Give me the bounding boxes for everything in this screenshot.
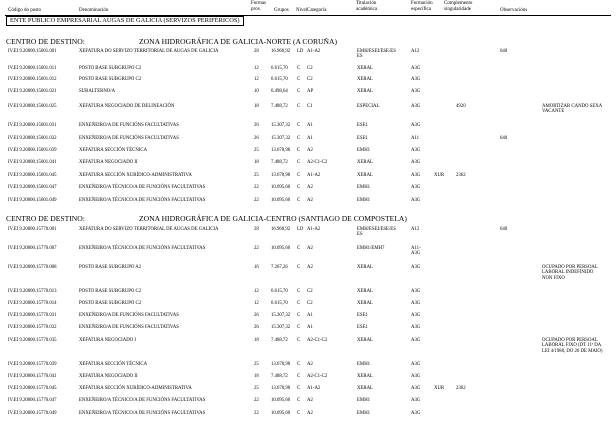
cell-form: A3G	[411, 198, 421, 203]
cell-den: ENXEÑEIRO/A TÉCNICO/A DE FUNCIÓNS FACULTATIVAS	[79, 398, 206, 403]
cell-code: IV.EI 9.20000.15001.021	[8, 89, 57, 94]
cell-comp: XUR	[434, 173, 445, 178]
cell-lvl: LD	[297, 49, 304, 54]
cell-form: A3G	[411, 160, 421, 165]
cell-form: A3G	[411, 398, 421, 403]
section-heading	[6, 37, 338, 46]
cell-prov: 12	[254, 301, 259, 306]
cell-den: ENXEÑEIRO/A DE FUNCIÓNS FACULTATIVAS	[79, 325, 179, 330]
cell-form: A11- A3G	[411, 246, 421, 257]
cell-code: IV.EI 9.20000.15770.013	[8, 289, 57, 294]
cell-prov: 18	[254, 338, 259, 343]
cell-lvl: C	[297, 89, 301, 94]
cell-lvl: C	[297, 313, 301, 318]
cell-tit: EMH/ESEI/ESE/ES ES	[357, 49, 396, 60]
cell-cat: AP	[307, 89, 314, 94]
cell-tit: XERAL	[357, 289, 373, 294]
cell-form: A3G	[411, 265, 421, 270]
cell-form: A3G	[411, 386, 421, 391]
cell-grp: 13.678,98	[271, 148, 291, 153]
cell-prov: 16	[254, 265, 259, 270]
cell-grp: 10.095,60	[271, 185, 291, 190]
header-complemento: Complemento singularidade	[444, 1, 473, 12]
cell-den: ENXEÑEIRO/A DE FUNCIÓNS FACULTATIVAS	[79, 313, 179, 318]
cell-code: IV.EI 9.20000.15770.049	[8, 411, 57, 416]
header-categoria: Categoría	[307, 8, 327, 13]
header-titulacion: Titulación académica	[356, 1, 378, 12]
cell-tit: XERAL	[357, 301, 373, 306]
cell-prov: 12	[254, 66, 259, 71]
cell-lvl: C	[297, 289, 301, 294]
cell-den: SUBALTERNO/A	[79, 89, 116, 94]
cell-prov: 12	[254, 289, 259, 294]
cell-form: A3G	[411, 185, 421, 190]
cell-tit: EMH1	[357, 398, 371, 403]
cell-cat: A2	[307, 362, 313, 367]
cell-den: POSTO BASE SUBGRUPO A2	[79, 265, 142, 270]
cell-lvl: LD	[297, 227, 304, 232]
cell-cat: A1-A2	[307, 173, 321, 178]
cell-code: IV.EI 9.20000.15001.049	[8, 198, 57, 203]
cell-grp: 13.678,98	[271, 173, 291, 178]
cell-grp: 7.267,26	[271, 265, 288, 270]
cell-tit: ESE1	[357, 325, 368, 330]
cell-prov: 22	[254, 398, 259, 403]
cell-form: A3G	[411, 362, 421, 367]
cell-den: ENXEÑEIRO/A TÉCNICO/A DE FUNCIÓNS FACULTATIVAS	[79, 411, 206, 416]
cell-code: IV.EI 9.20000.15770.035	[8, 338, 57, 343]
cell-compval: 2362	[456, 173, 466, 178]
cell-cat: A1	[307, 325, 313, 330]
cell-form: A3G	[411, 66, 421, 71]
cell-lvl: C	[297, 386, 301, 391]
cell-lvl: C	[297, 148, 301, 153]
cell-cat: C2	[307, 66, 313, 71]
cell-cat: A2	[307, 185, 313, 190]
cell-obs2: OCUPADO POR PERSOAL LABORAL FIXO (DT 11ª DA LEI 4/1988, DO 26 DE MAIO)	[542, 338, 603, 354]
cell-compval: 2362	[456, 386, 466, 391]
cell-den: ENXEÑEIRO/A TÉCNICO/A DE FUNCIÓNS FACULTATIVAS	[79, 246, 206, 251]
cell-obs2: AMORTIZAR CANDO SEXA VACANTE	[542, 104, 603, 115]
cell-cat: A2	[307, 265, 313, 270]
cell-lvl: C	[297, 173, 301, 178]
header-formacion: Formación específica	[411, 1, 433, 12]
cell-grp: 15.307,32	[271, 123, 291, 128]
cell-cat: A2	[307, 398, 313, 403]
cell-den: XEFATURA NEGOCIADO DE DELINEACIÓN	[79, 104, 175, 109]
cell-den: XEFATURA NEGOCIADO II	[79, 374, 138, 379]
header-grupos: Grupos	[274, 8, 289, 13]
cell-den: POSTO BASE SUBGRUPO C2	[79, 77, 142, 82]
cell-obs: 640	[500, 227, 508, 232]
cell-grp: 7.488,72	[271, 104, 288, 109]
cell-form: A3G	[411, 148, 421, 153]
cell-cat: A1	[307, 123, 313, 128]
cell-prov: 26	[254, 136, 259, 141]
cell-lvl: C	[297, 374, 301, 379]
cell-tit: EMH1/EMH7	[357, 246, 385, 251]
cell-grp: 15.307,32	[271, 325, 291, 330]
cell-grp: 16.960,92	[271, 49, 291, 54]
cell-grp: 10.095,60	[271, 246, 291, 251]
cell-lvl: C	[297, 325, 301, 330]
cell-den: XEFATURA SECCIÓN XURÍDICO-ADMINISTRATIVA	[79, 173, 192, 178]
cell-tit: EMH1	[357, 411, 371, 416]
cell-lvl: C	[297, 265, 301, 270]
cell-prov: 26	[254, 325, 259, 330]
cell-grp: 15.307,32	[271, 136, 291, 141]
cell-grp: 10.095,60	[271, 398, 291, 403]
cell-prov: 28	[254, 227, 259, 232]
cell-code: IV.EI 9.20000.15770.039	[8, 362, 57, 367]
cell-code: IV.EI 9.20000.15001.032	[8, 136, 57, 141]
cell-code: IV.EI 9.20000.15001.011	[8, 66, 57, 71]
cell-grp: 6.615,70	[271, 77, 288, 82]
cell-grp: 10.095,60	[271, 411, 291, 416]
cell-cat: C2	[307, 301, 313, 306]
cell-code: IV.EI 9.20000.15770.045	[8, 386, 57, 391]
cell-form: A3G	[411, 411, 421, 416]
cell-grp: 7.488,72	[271, 160, 288, 165]
cell-prov: 10	[254, 89, 259, 94]
cell-prov: 25	[254, 362, 259, 367]
cell-tit: ESE1	[357, 136, 368, 141]
cell-lvl: C	[297, 301, 301, 306]
cell-obs2: OCUPADO POR PERSOAL LABORAL INDEFINIDO NON FIXO	[542, 265, 598, 281]
cell-cat: A2	[307, 198, 313, 203]
cell-cat: A1	[307, 313, 313, 318]
cell-form: A3G	[411, 313, 421, 318]
section-label: CENTRO DE DESTINO:	[6, 214, 85, 223]
cell-cat: A2	[307, 246, 313, 251]
cell-tit: EMH1	[357, 362, 371, 367]
cell-prov: 28	[254, 49, 259, 54]
cell-comp: XUR	[434, 386, 445, 391]
cell-lvl: C	[297, 136, 301, 141]
cell-tit: XERAL	[357, 160, 373, 165]
cell-tit: ESE1	[357, 313, 368, 318]
cell-compval: 4920	[456, 104, 466, 109]
cell-grp: 16.960,92	[271, 227, 291, 232]
cell-code: IV.EI 9.20000.15001.045	[8, 173, 57, 178]
cell-prov: 18	[254, 104, 259, 109]
cell-code: IV.EI 9.20000.15001.039	[8, 148, 57, 153]
cell-code: IV.EI 9.20000.15001.047	[8, 185, 57, 190]
cell-obs: 640	[500, 136, 508, 141]
cell-grp: 10.095,60	[271, 198, 291, 203]
cell-lvl: C	[297, 411, 301, 416]
cell-code: IV.EI 9.20000.15001.025	[8, 104, 57, 109]
cell-den: ENXEÑEIRO/A DE FUNCIÓNS FACULTATIVAS	[79, 123, 179, 128]
cell-grp: 6.615,70	[271, 301, 288, 306]
cell-lvl: C	[297, 398, 301, 403]
cell-prov: 25	[254, 386, 259, 391]
ente-title: ENTE PÚBLICO EMPRESARIAL AUGAS DE GALICIA (SERVIZOS PERIFÉRICOS)	[6, 16, 244, 26]
cell-code: IV.EI 9.20000.15770.014	[8, 301, 57, 306]
cell-tit: XERAL	[357, 338, 373, 343]
cell-tit: ESPECIAL	[357, 104, 380, 109]
cell-den: ENXEÑEIRO/A TÉCNICO/A DE FUNCIÓNS FACULTATIVAS	[79, 185, 206, 190]
cell-form: A3G	[411, 89, 421, 94]
cell-cat: C1	[307, 104, 313, 109]
cell-form: A12	[411, 227, 420, 232]
header-nivel: Nivel	[296, 8, 308, 13]
cell-form: A3G	[411, 173, 421, 178]
section-zone: ZONA HIDROGRÁFICA DE GALICIA-NORTE (A CORUÑA)	[139, 37, 338, 46]
cell-tit: XERAL	[357, 66, 373, 71]
cell-den: XEFATURA SECCIÓN TÉCNICA	[79, 362, 148, 367]
cell-code: IV.EI 9.20000.15770.007	[8, 246, 57, 251]
header-denominacion: Denominación	[79, 8, 109, 13]
cell-lvl: C	[297, 66, 301, 71]
cell-tit: EMH1	[357, 148, 371, 153]
cell-code: IV.EI 9.20000.15770.001	[8, 227, 57, 232]
cell-prov: 22	[254, 198, 259, 203]
cell-lvl: C	[297, 185, 301, 190]
cell-lvl: C	[297, 246, 301, 251]
cell-tit: XERAL	[357, 173, 373, 178]
cell-grp: 6.615,70	[271, 66, 288, 71]
cell-lvl: C	[297, 362, 301, 367]
cell-den: POSTO BASE SUBGRUPO C2	[79, 66, 142, 71]
cell-prov: 22	[254, 246, 259, 251]
cell-tit: XERAL	[357, 89, 373, 94]
cell-form: A3G	[411, 77, 421, 82]
cell-tit: XERAL	[357, 374, 373, 379]
header-observacions: Observacións	[500, 8, 528, 13]
cell-cat: A1-A2	[307, 386, 321, 391]
cell-code: IV.EI 9.20000.15001.041	[8, 160, 57, 165]
cell-tit: EMH1	[357, 185, 371, 190]
cell-form: A3G	[411, 123, 421, 128]
cell-prov: 18	[254, 374, 259, 379]
cell-code: IV.EI 9.20000.15001.001	[8, 49, 57, 54]
section-label: CENTRO DE DESTINO:	[6, 37, 85, 46]
cell-den: XEFATURA NEGOCIADO II	[79, 160, 138, 165]
header-codigo: Código do posto	[8, 8, 42, 13]
cell-den: POSTO BASE SUBGRUPO C2	[79, 289, 142, 294]
cell-prov: 12	[254, 77, 259, 82]
header-formas: Formas prov.	[251, 1, 266, 12]
cell-prov: 22	[254, 411, 259, 416]
cell-grp: 7.488,72	[271, 338, 288, 343]
cell-lvl: C	[297, 160, 301, 165]
cell-grp: 6.498,64	[271, 89, 288, 94]
cell-cat: A2	[307, 411, 313, 416]
cell-form: A3G	[411, 325, 421, 330]
cell-lvl: C	[297, 338, 301, 343]
cell-cat: A2-C1-C2	[307, 160, 328, 165]
cell-prov: 22	[254, 185, 259, 190]
cell-den: XEFATURA SECCIÓN TÉCNICA	[79, 148, 148, 153]
cell-code: IV.EI 9.20000.15001.031	[8, 123, 57, 128]
cell-prov: 26	[254, 123, 259, 128]
cell-code: IV.EI 9.20000.15001.012	[8, 77, 57, 82]
cell-den: POSTO BASE SUBGRUPO C2	[79, 301, 142, 306]
cell-tit: XERAL	[357, 77, 373, 82]
cell-prov: 18	[254, 160, 259, 165]
cell-code: IV.EI 9.20000.15770.008	[8, 265, 57, 270]
cell-form: A12	[411, 49, 420, 54]
cell-form: A3G	[411, 289, 421, 294]
cell-code: IV.EI 9.20000.15770.032	[8, 325, 57, 330]
section-heading	[6, 214, 407, 223]
cell-form: A3G	[411, 338, 421, 343]
cell-grp: 7.488,72	[271, 374, 288, 379]
cell-cat: A2	[307, 148, 313, 153]
cell-obs: 640	[500, 49, 508, 54]
cell-cat: A1-A2	[307, 49, 321, 54]
cell-lvl: C	[297, 198, 301, 203]
cell-den: ENXEÑEIRO/A DE FUNCIÓNS FACULTATIVAS	[79, 136, 179, 141]
cell-lvl: C	[297, 123, 301, 128]
cell-prov: 25	[254, 173, 259, 178]
cell-den: XEFATURA NEGOCIADO I	[79, 338, 136, 343]
cell-cat: C2	[307, 289, 313, 294]
cell-tit: EMH1	[357, 198, 371, 203]
cell-grp: 13.678,98	[271, 386, 291, 391]
cell-tit: XERAL	[357, 265, 373, 270]
cell-form: A3G	[411, 301, 421, 306]
cell-code: IV.EI 9.20000.15770.031	[8, 313, 57, 318]
cell-cat: A2-C1-C2	[307, 374, 328, 379]
cell-cat: A1-A2	[307, 227, 321, 232]
cell-prov: 26	[254, 313, 259, 318]
cell-grp: 13.678,98	[271, 362, 291, 367]
cell-grp: 6.615,70	[271, 289, 288, 294]
cell-tit: EMH/ESEI/ESE/ES ES	[357, 227, 396, 238]
cell-cat: A2-C1-C2	[307, 338, 328, 343]
cell-tit: XERAL	[357, 386, 373, 391]
cell-code: IV.EI 9.20000.15770.041	[8, 374, 57, 379]
cell-cat: C2	[307, 77, 313, 82]
cell-cat: A1	[307, 136, 313, 141]
cell-prov: 25	[254, 148, 259, 153]
cell-lvl: C	[297, 77, 301, 82]
cell-den: ENXEÑEIRO/A TÉCNICO/A DE FUNCIÓNS FACULTATIVAS	[79, 198, 206, 203]
cell-den: XEFATURA DO SERVIZO TERRITORIAL DE AUGAS DE GALICIA	[79, 49, 219, 54]
section-zone: ZONA HIDROGRÁFICA DE GALICIA-CENTRO (SANTIAGO DE COMPOSTELA)	[139, 214, 407, 223]
cell-code: IV.EI 9.20000.15770.047	[8, 398, 57, 403]
cell-den: XEFATURA DO SERVIZO TERRITORIAL DE AUGAS DE GALICIA	[79, 227, 219, 232]
cell-form: A11	[411, 136, 420, 141]
cell-tit: ESE1	[357, 123, 368, 128]
cell-form: A3G	[411, 374, 421, 379]
cell-den: XEFATURA SECCIÓN XURÍDICO-ADMINISTRATIVA	[79, 386, 192, 391]
cell-lvl: C	[297, 104, 301, 109]
cell-form: A3G	[411, 104, 421, 109]
cell-grp: 15.307,32	[271, 313, 291, 318]
